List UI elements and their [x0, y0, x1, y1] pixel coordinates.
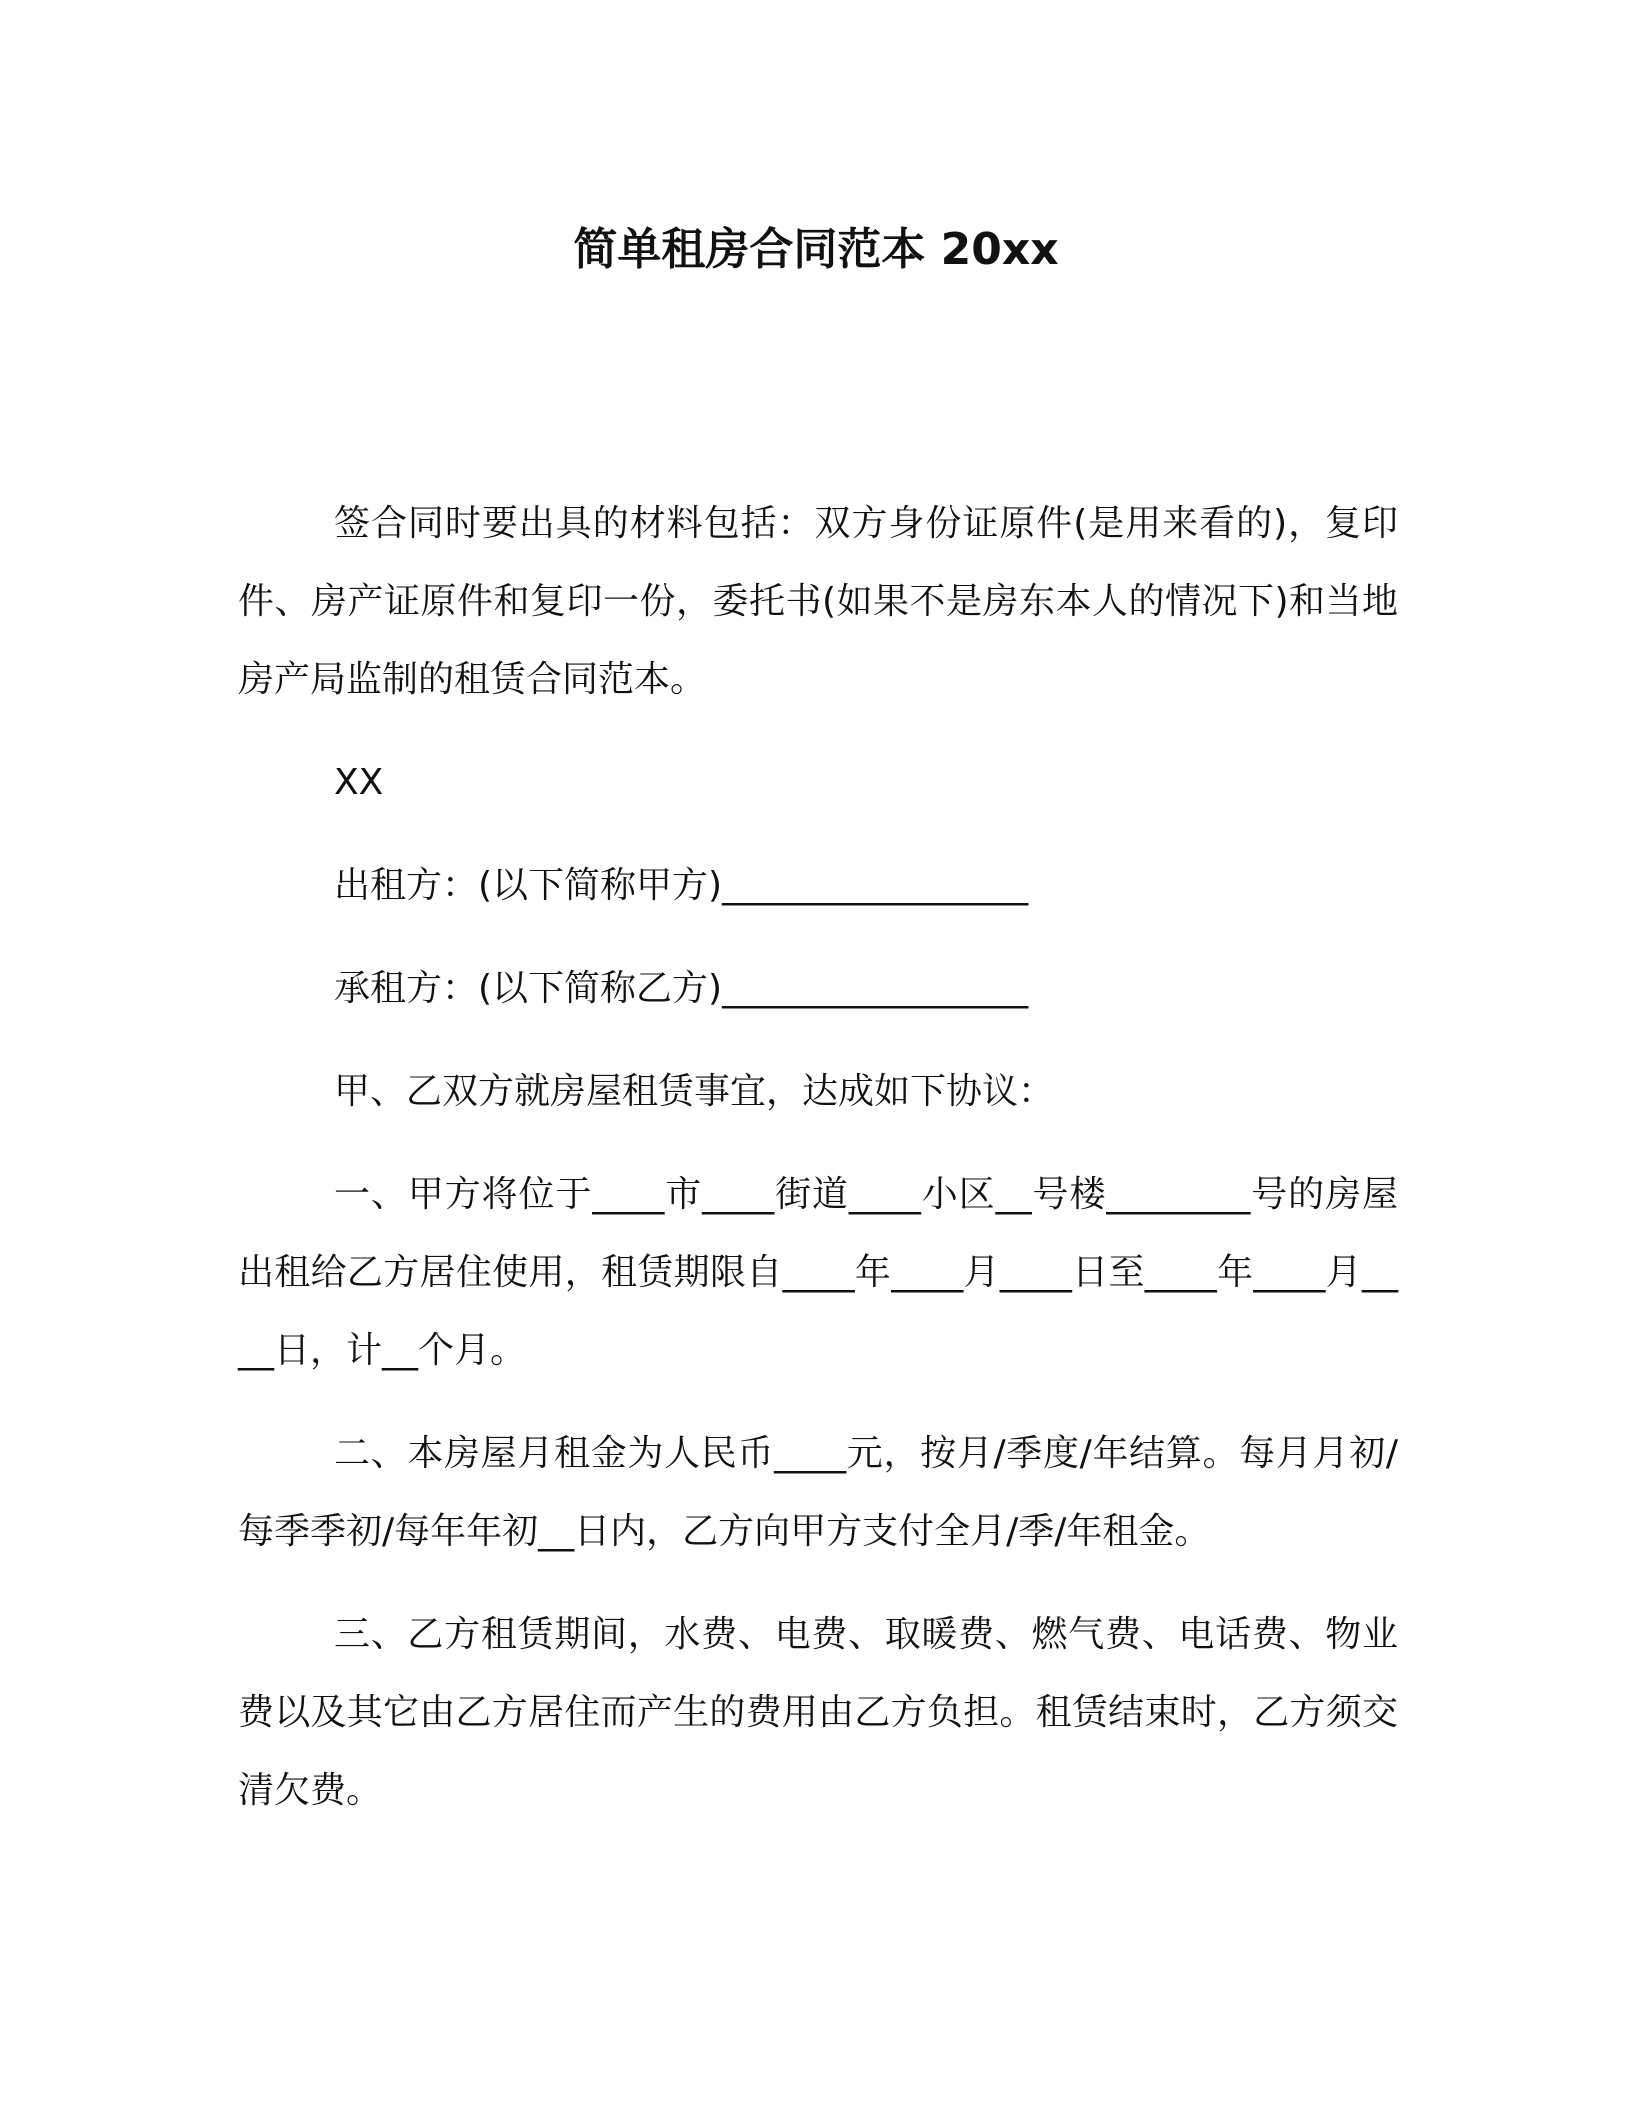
lessee-line: 承租方：(以下简称乙方)_________________	[334, 968, 1029, 1009]
clause-one: 一、甲方将位于____市____街道____小区__号楼________号的房屋出租给乙方居住使用，租赁期限自____年____月____日至____年____月____日，计__个月。	[238, 1174, 1398, 1371]
lessor-line: 出租方：(以下简称甲方)_________________	[334, 865, 1029, 906]
clause-three: 三、乙方租赁期间，水费、电费、取暖费、燃气费、电话费、物业费以及其它由乙方居住而产生的费用由乙方负担。租赁结束时，乙方须交清欠费。	[238, 1614, 1398, 1811]
agreement-intro: 甲、乙双方就房屋租赁事宜，达成如下协议：	[334, 1071, 1055, 1112]
document-body	[238, 485, 1398, 1855]
placeholder-xx: XX	[334, 762, 384, 803]
document-title: 简单租房合同范本 20xx	[573, 224, 1059, 275]
materials-paragraph: 签合同时要出具的材料包括：双方身份证原件(是用来看的)，复印件、房产证原件和复印一份，委托书(如果不是房东本人的情况下)和当地房产局监制的租赁合同范本。	[238, 503, 1398, 700]
clause-two: 二、本房屋月租金为人民币____元，按月/季度/年结算。每月月初/每季季初/每年年初__日内，乙方向甲方支付全月/季/年租金。	[238, 1433, 1398, 1552]
